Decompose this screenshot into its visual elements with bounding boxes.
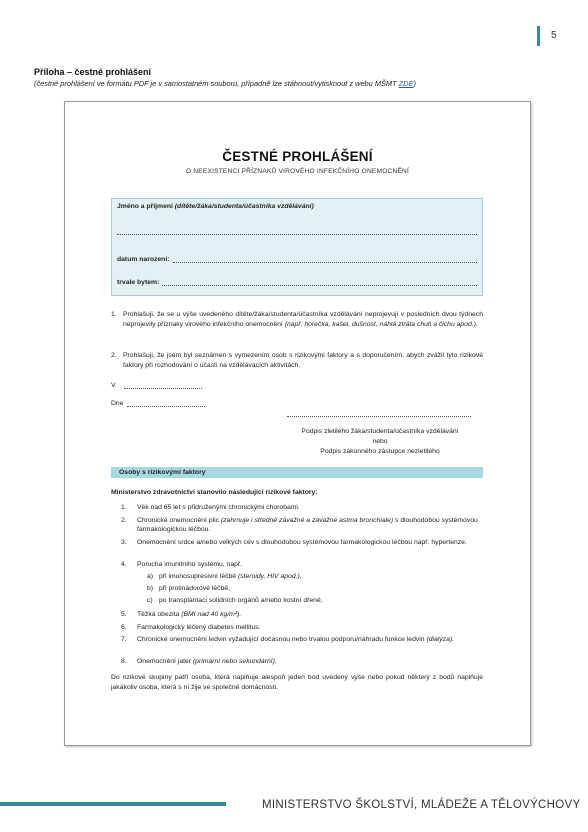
risk-item-text: Chronické onemocnění plic: [137, 517, 221, 524]
risk-item: [121, 503, 481, 512]
attachment-subtitle-text: (čestné prohlášení ve formátu PDF je v samostatném souboru, případně lze stáhnout/vytisknout z webu MŠMT: [34, 79, 399, 88]
declaration-2-number: 2.: [111, 352, 117, 359]
risk-item-number: 5.: [121, 611, 127, 618]
risk-item: [121, 610, 481, 619]
risk-item-number: 3.: [121, 539, 127, 546]
risk-item-italic: (dialýza).: [426, 636, 455, 643]
date-line: [111, 400, 205, 407]
risk-subitem-text: po transplantaci solidních orgánů a/nebo kostní dřeně,: [159, 597, 323, 604]
identity-box: [111, 198, 483, 296]
declaration-1-text: Prohlašuji, že se u výše uvedeného dítěte/žáka/studenta/účastníka vzdělávání neprojevují v posledních dvou týdnech neprojevily příznaky virového infekčního onemocnění: [123, 311, 483, 328]
risk-item: [121, 560, 481, 569]
risk-item-text: Onemocnění jater: [137, 658, 193, 665]
risk-item: [121, 538, 481, 547]
risk-subitem-text: při protinádorové léčbě,: [159, 585, 231, 592]
risk-item: [121, 623, 481, 632]
signature-line-2: nebo: [372, 438, 388, 445]
residence-row: [117, 279, 477, 286]
name-hint: (dítěte/žáka/studenta/účastníka vzdělávání): [174, 203, 314, 210]
declaration-1-number: 1.: [111, 311, 117, 318]
risk-item-number: 7.: [121, 636, 127, 643]
risk-subitem: [147, 597, 323, 604]
risk-footer: Do rizikové skupiny patří osoba, která naplňuje alespoň jeden bod uvedený výše nebo pokud některý z bodů naplňuje jakákoliv osoba, která s ní žije ve společné domácnosti.: [111, 674, 483, 691]
risk-item-text: Onemocnění srdce a/nebo velkých cév s dlouhodobou systémovou farmakologickou léčbou např. hypertenze.: [137, 539, 467, 546]
risk-item: [121, 635, 481, 644]
attachment-title: Příloha – čestné prohlášení: [34, 67, 152, 77]
risk-item-italic: (primární nebo sekundární).: [192, 658, 277, 665]
risk-header: Osoby s rizikovými faktory: [111, 467, 483, 478]
risk-item-number: 6.: [121, 624, 127, 631]
risk-item-text: Porucha imunitního systému, např.: [137, 561, 243, 568]
risk-item-italic: (zahrnuje i středně závažné a závažné astma bronchiale): [220, 517, 394, 524]
place-line: [111, 382, 202, 389]
birth-row: [117, 256, 477, 263]
signature-line-3: Podpis zákonného zástupce nezletilého: [320, 448, 440, 455]
mismt-link[interactable]: ZDE: [398, 79, 414, 88]
risk-item: [121, 657, 481, 666]
attachment-subtitle-end: ): [413, 79, 416, 88]
ministry-name: MINISTERSTVO ŠKOLSTVÍ, MLÁDEŽE A TĚLOVÝCHOVY: [262, 799, 581, 811]
name-row: [117, 203, 477, 210]
footer-accent-line: [0, 802, 226, 806]
risk-item-text: Chronické onemocnění ledvin vyžadující dočasnou nebo trvalou podporu/náhradu funkce ledvin: [137, 636, 427, 643]
name-dotted-line: [117, 229, 477, 235]
date-label: Dne: [111, 400, 124, 407]
risk-item: [121, 516, 481, 535]
risk-item-number: 1.: [121, 504, 127, 511]
risk-item-text: Věk nad 65 let s přidruženými chronickými chorobami.: [137, 504, 300, 511]
risk-item-text: Farmakologicky léčený diabetes mellitus.: [137, 624, 261, 631]
risk-subitem-italic: (steroidy, HIV apod.),: [237, 573, 302, 580]
declaration-2-text: Prohlašuji, že jsem byl seznámen s vymezením osob s rizikovými faktory a s doporučením, abych zvážil tyto rizikové faktory při rozhodování o účasti na vzdělávacích aktivitách.: [123, 352, 483, 369]
signature-dotted-line: [287, 416, 471, 417]
place-label: V: [111, 382, 116, 389]
birth-label: datum narození:: [117, 256, 170, 263]
residence-label: trvale bytem:: [117, 279, 160, 286]
risk-subitem-letter: c): [147, 597, 153, 604]
risk-item-italic: (BMI nad 40 kg/m²).: [181, 611, 242, 618]
risk-item-number: 8.: [121, 658, 127, 665]
risk-item-text-rest: s dlouhodobou systémovou farmakologickou léčbou.: [137, 517, 478, 534]
risk-subitem-letter: a): [147, 573, 154, 580]
declaration-form-image: [64, 101, 531, 746]
declaration-1-italic: (např. horečka, kašel, dušnost, náhlá ztráta chuti a čichu apod.).: [284, 320, 478, 328]
page-number: 5: [551, 30, 557, 41]
risk-subitem: [147, 573, 302, 580]
form-title: ČESTNÉ PROHLÁŠENÍ: [222, 149, 373, 164]
risk-item-number: 4.: [121, 561, 127, 568]
declaration-2: [111, 351, 483, 370]
declaration-1: [111, 310, 483, 329]
risk-item-number: 2.: [121, 517, 127, 524]
risk-subitem: [147, 585, 230, 592]
risk-item-text: Těžká obezita: [137, 611, 182, 618]
risk-subitem-letter: b): [147, 585, 154, 592]
attachment-subtitle: [34, 79, 416, 88]
risk-intro: Ministerstvo zdravotnictví stanovilo následující rizikové faktory:: [111, 489, 318, 496]
name-label: Jméno a příjmení: [117, 203, 173, 210]
page-marker-bar: [537, 26, 540, 46]
signature-line-1: Podpis zletilého žáka/studenta/účastníka vzdělávání: [301, 428, 459, 435]
risk-subitem-text: při imunosupresivní léčbě: [159, 573, 238, 580]
form-subtitle: O NEEXISTENCI PŘÍZNAKŮ VIROVÉHO INFEKČNÍHO ONEMOCNĚNÍ: [185, 168, 410, 175]
